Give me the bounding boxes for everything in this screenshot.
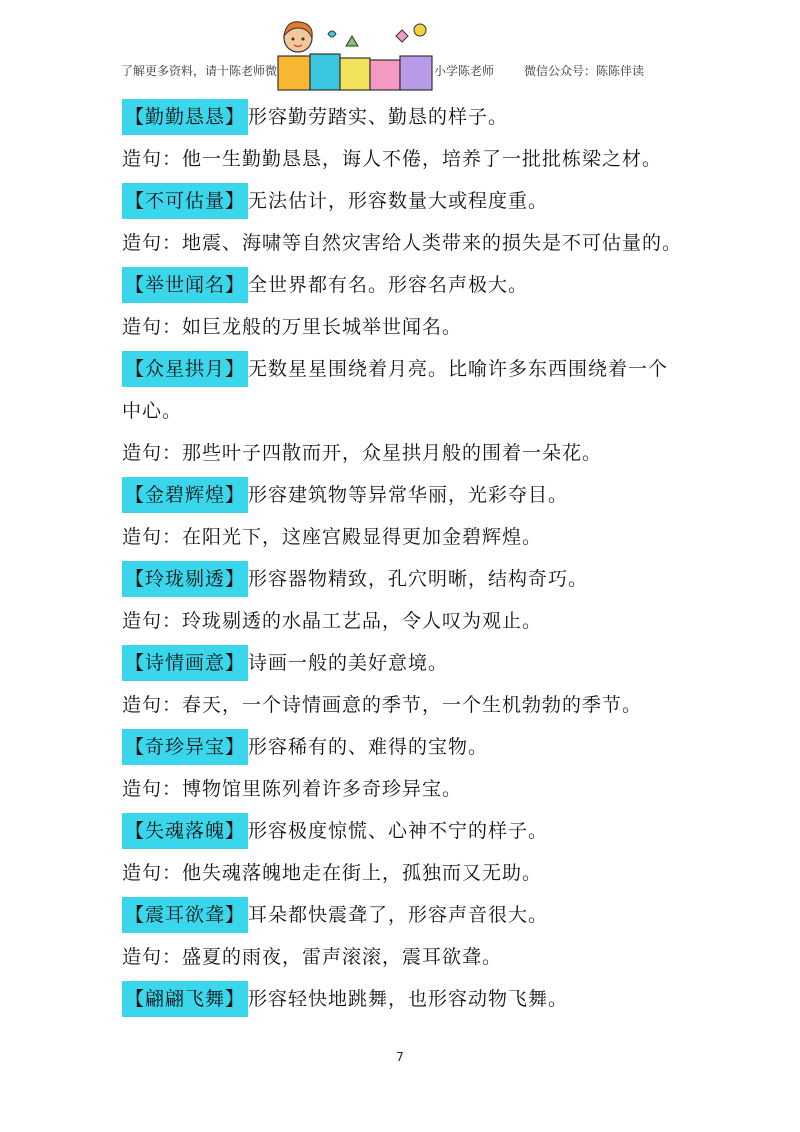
- example-sentence: 造句：如巨龙般的万里长城举世闻名。: [122, 316, 463, 338]
- idiom-definition: 无数星星围绕着月亮。比喻许多东西围绕着一个: [248, 358, 669, 380]
- idiom-definition: 全世界都有名。形容名声极大。: [248, 274, 529, 296]
- idiom-term: 【举世闻名】: [122, 267, 248, 303]
- idiom-term: 【震耳欲聋】: [122, 897, 248, 933]
- page-number: 7: [396, 1050, 404, 1064]
- idiom-entry-1: [122, 96, 722, 138]
- header-mid-text: 小学陈老师: [434, 64, 495, 78]
- idiom-term: 【金碧辉煌】: [122, 477, 248, 513]
- idiom-term: 【翩翩飞舞】: [122, 981, 248, 1017]
- idiom-definition-continued: 中心。: [122, 400, 183, 422]
- idiom-definition: 耳朵都快震聋了，形容声音很大。: [248, 904, 549, 926]
- idiom-term: 【奇珍异宝】: [122, 729, 248, 765]
- idiom-list: [122, 96, 722, 1020]
- example-sentence: 造句：在阳光下，这座宫殿显得更加金碧辉煌。: [122, 526, 543, 548]
- example-sentence: 造句：玲珑剔透的水晶工艺品，令人叹为观止。: [122, 610, 543, 632]
- example-sentence: 造句：那些叶子四散而开，众星拱月般的围着一朵花。: [122, 442, 603, 464]
- example-sentence: 造句：春天，一个诗情画意的季节，一个生机勃勃的季节。: [122, 694, 643, 716]
- idiom-definition: 无法估计，形容数量大或程度重。: [248, 190, 549, 212]
- idiom-term: 【众星拱月】: [122, 351, 248, 387]
- header-right-text: 微信公众号：陈陈伴读: [524, 64, 645, 78]
- idiom-definition: 形容稀有的、难得的宝物。: [248, 736, 489, 758]
- idiom-definition: 形容器物精致，孔穴明晰，结构奇巧。: [248, 568, 589, 590]
- idiom-definition: 形容极度惊慌、心神不宁的样子。: [248, 820, 549, 842]
- kids-blocks-logo: [268, 16, 440, 94]
- idiom-definition: 形容建筑物等异常华丽，光彩夺目。: [248, 484, 569, 506]
- idiom-term: 【不可估量】: [122, 183, 248, 219]
- idiom-term: 【诗情画意】: [122, 645, 248, 681]
- idiom-entry-4: [122, 348, 722, 390]
- example-sentence: 造句：他一生勤勤恳恳，诲人不倦，培养了一批批栋梁之材。: [122, 148, 663, 170]
- idiom-entry-10: [122, 894, 722, 936]
- idiom-entry-3: [122, 264, 722, 306]
- idiom-entry-11: [122, 978, 722, 1020]
- header-left-text: 了解更多资料，请十陈老师微: [121, 64, 278, 78]
- example-sentence: 造句：博物馆里陈列着许多奇珍异宝。: [122, 778, 463, 800]
- idiom-definition: 形容轻快地跳舞，也形容动物飞舞。: [248, 988, 569, 1010]
- page-header: [0, 0, 800, 95]
- idiom-entry-5: [122, 474, 722, 516]
- idiom-entry-6: [122, 558, 722, 600]
- idiom-entry-2: [122, 180, 722, 222]
- idiom-term: 【玲珑剔透】: [122, 561, 248, 597]
- idiom-definition: 形容勤劳踏实、勤恳的样子。: [248, 106, 509, 128]
- idiom-entry-7: [122, 642, 722, 684]
- example-sentence: 造句：他失魂落魄地走在街上，孤独而又无助。: [122, 862, 543, 884]
- example-sentence: 造句：地震、海啸等自然灾害给人类带来的损失是不可估量的。: [122, 232, 683, 254]
- idiom-definition: 诗画一般的美好意境。: [248, 652, 449, 674]
- idiom-term: 【勤勤恳恳】: [122, 99, 248, 135]
- idiom-entry-8: [122, 726, 722, 768]
- idiom-term: 【失魂落魄】: [122, 813, 248, 849]
- example-sentence: 造句：盛夏的雨夜，雷声滚滚，震耳欲聋。: [122, 946, 503, 968]
- idiom-entry-9: [122, 810, 722, 852]
